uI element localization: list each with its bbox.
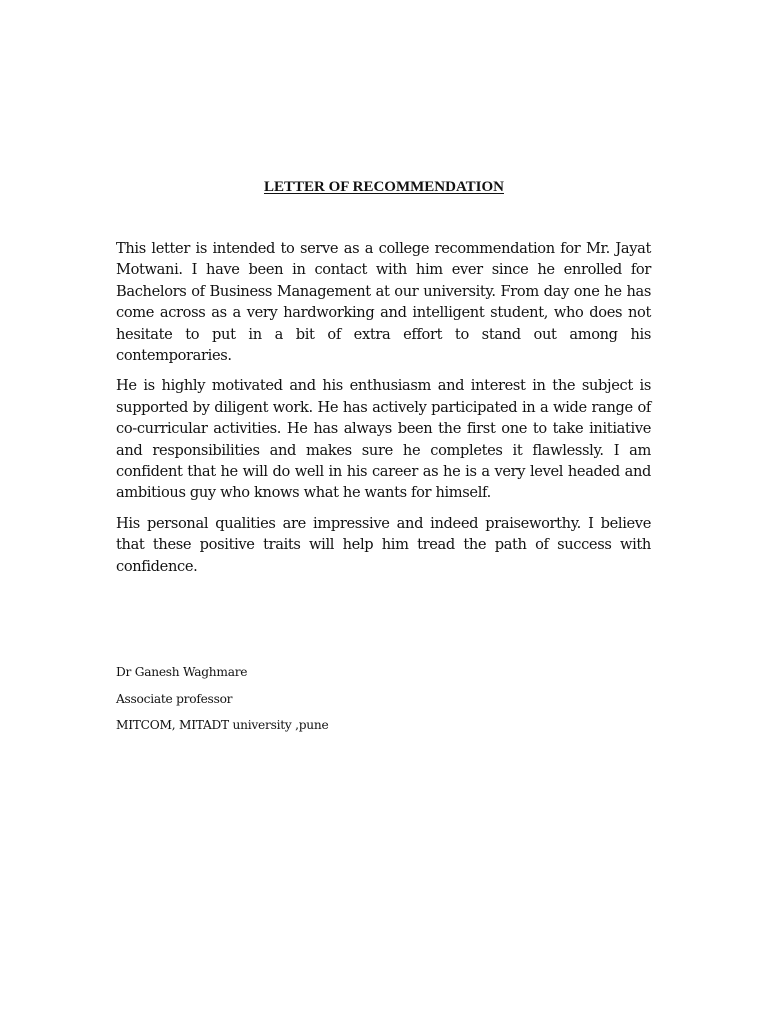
letter-title: LETTER OF RECOMMENDATION: [263, 179, 504, 195]
paragraph-qualities: He is highly motivated and his enthusiasm and interest in the subject is supported by diligent work. He has actively participated in a wide range of co-curricular activities. He has always been the first one to take initiative and responsibilities and makes sure he completes it flawlessly. I am confident that he will do well in his career as he is a very level headed and ambitious guy who knows what he wants for himself.: [116, 377, 651, 502]
signatory-name: Dr Ganesh Waghmare: [116, 665, 248, 679]
signatory-designation: Associate professor: [116, 691, 233, 706]
signature-block: [116, 664, 616, 744]
paragraph-conclusion: His personal qualities are impressive and indeed praiseworthy. I believe that these positive traits will help him tread the path of success with confidence.: [116, 514, 651, 575]
letter-body: [116, 238, 651, 586]
paragraph-introduction: This letter is intended to serve as a college recommendation for Mr. Jayat Motwani. I have been in contact with him ever since he enrolled for Bachelors of Business Management at our university. From day one he has come across as a very hardworking and intelligent student, who does not hesitate to put in a bit of extra effort to stand out among his contemporaries.: [116, 240, 651, 365]
signatory-institution: MITCOM, MITADT university ,pune: [116, 718, 329, 732]
